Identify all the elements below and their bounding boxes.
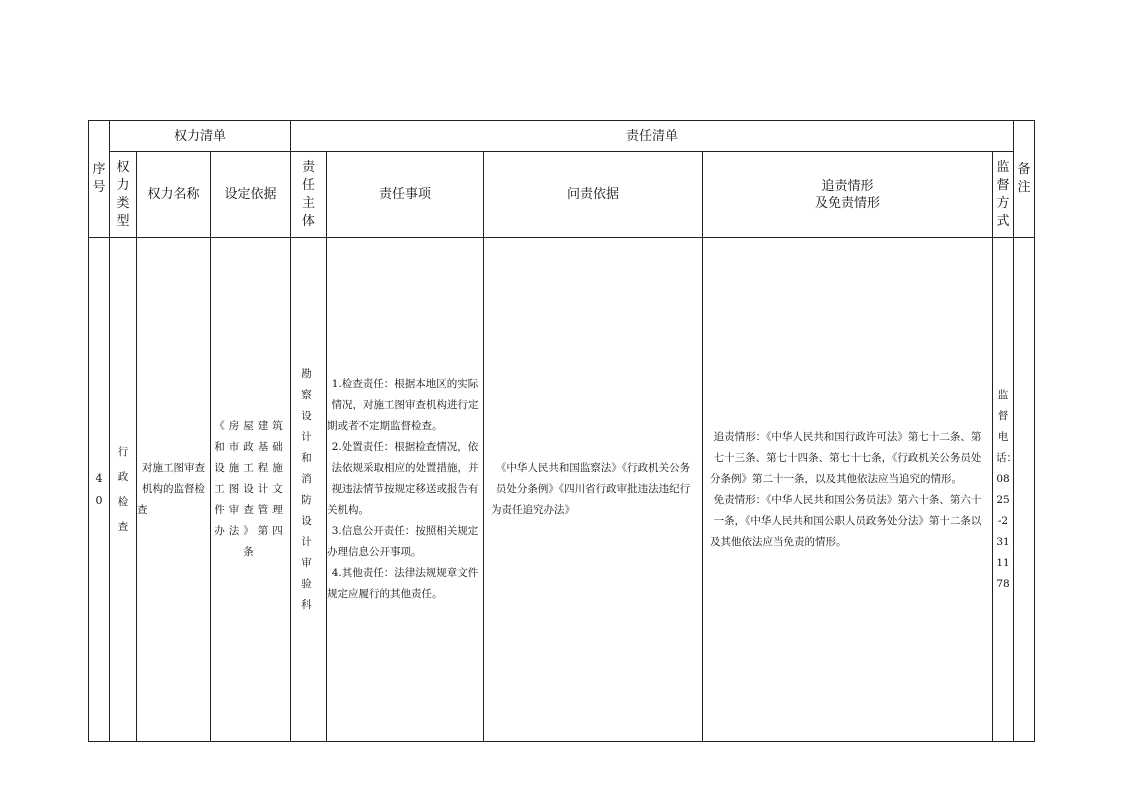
- header-supervision-method: 监督方式: [993, 152, 1014, 238]
- responsibility-item: 2.处置责任：根据检查情况，依法依规采取相应的处置措施，并视违法情节按规定移送或报告有关机构。: [327, 441, 479, 516]
- power-responsibility-table: [88, 120, 1035, 742]
- header-accountability-line2: 及免责情形: [814, 195, 880, 211]
- header-accountability-line1: 追责情形: [821, 178, 874, 194]
- responsibility-item: 1.检查责任：根据本地区的实际情况，对施工图审查机构进行定期或者不定期监督检查。: [327, 378, 479, 432]
- cell-responsible-subject: 勘察设计和消防设计审验科: [291, 238, 327, 742]
- responsibility-item: 4.其他责任：法律法规规章文件规定应履行的其他责任。: [327, 567, 479, 600]
- header-seq: 序号: [89, 121, 110, 238]
- header-responsible-subject: 责任主体: [291, 152, 327, 238]
- header-accountability-cases: [703, 152, 993, 238]
- header-power-list: 权力清单: [110, 121, 291, 152]
- cell-accountability-cases: [703, 238, 993, 742]
- cell-responsibility-items: [327, 238, 484, 742]
- cell-remark: [1014, 238, 1035, 742]
- header-power-type: 权力类型: [110, 152, 137, 238]
- header-remark: 备注: [1014, 121, 1035, 238]
- header-accountability-basis: 问责依据: [484, 152, 703, 238]
- cell-seq: 40: [89, 238, 110, 742]
- accountability-case: 免责情形：《中华人民共和国公务员法》第六十条、第六十一条，《中华人民共和国公职人员政务处分法》第十二条以及其他依法应当免责的情形。: [710, 493, 982, 548]
- cell-power-name: 对施工图审查机构的监督检查: [137, 238, 211, 742]
- header-responsibility-list: 责任清单: [291, 121, 1014, 152]
- cell-legal-basis: 《房屋建筑和市政基础设施工程施工图设计文件审查管理办法》第四条: [211, 238, 291, 742]
- header-responsibility-items: 责任事项: [327, 152, 484, 238]
- cell-power-type: 行政检查: [110, 238, 137, 742]
- header-legal-basis: 设定依据: [211, 152, 291, 238]
- header-power-name: 权力名称: [137, 152, 211, 238]
- responsibility-item: 3.信息公开责任：按照相关规定办理信息公开事项。: [327, 525, 479, 558]
- cell-supervision: 监督电话：0825-2311178: [993, 238, 1014, 742]
- accountability-case: 追责情形：《中华人民共和国行政许可法》第七十二条、第七十三条、第七十四条、第七十七条，《行政机关公务员处分条例》第二十一条，以及其他依法应当追究的情形。: [710, 430, 982, 485]
- table-row: [89, 238, 1035, 742]
- cell-accountability-basis: 《中华人民共和国监察法》《行政机关公务员处分条例》《四川省行政审批违法违纪行为责任追究办法》: [484, 238, 703, 742]
